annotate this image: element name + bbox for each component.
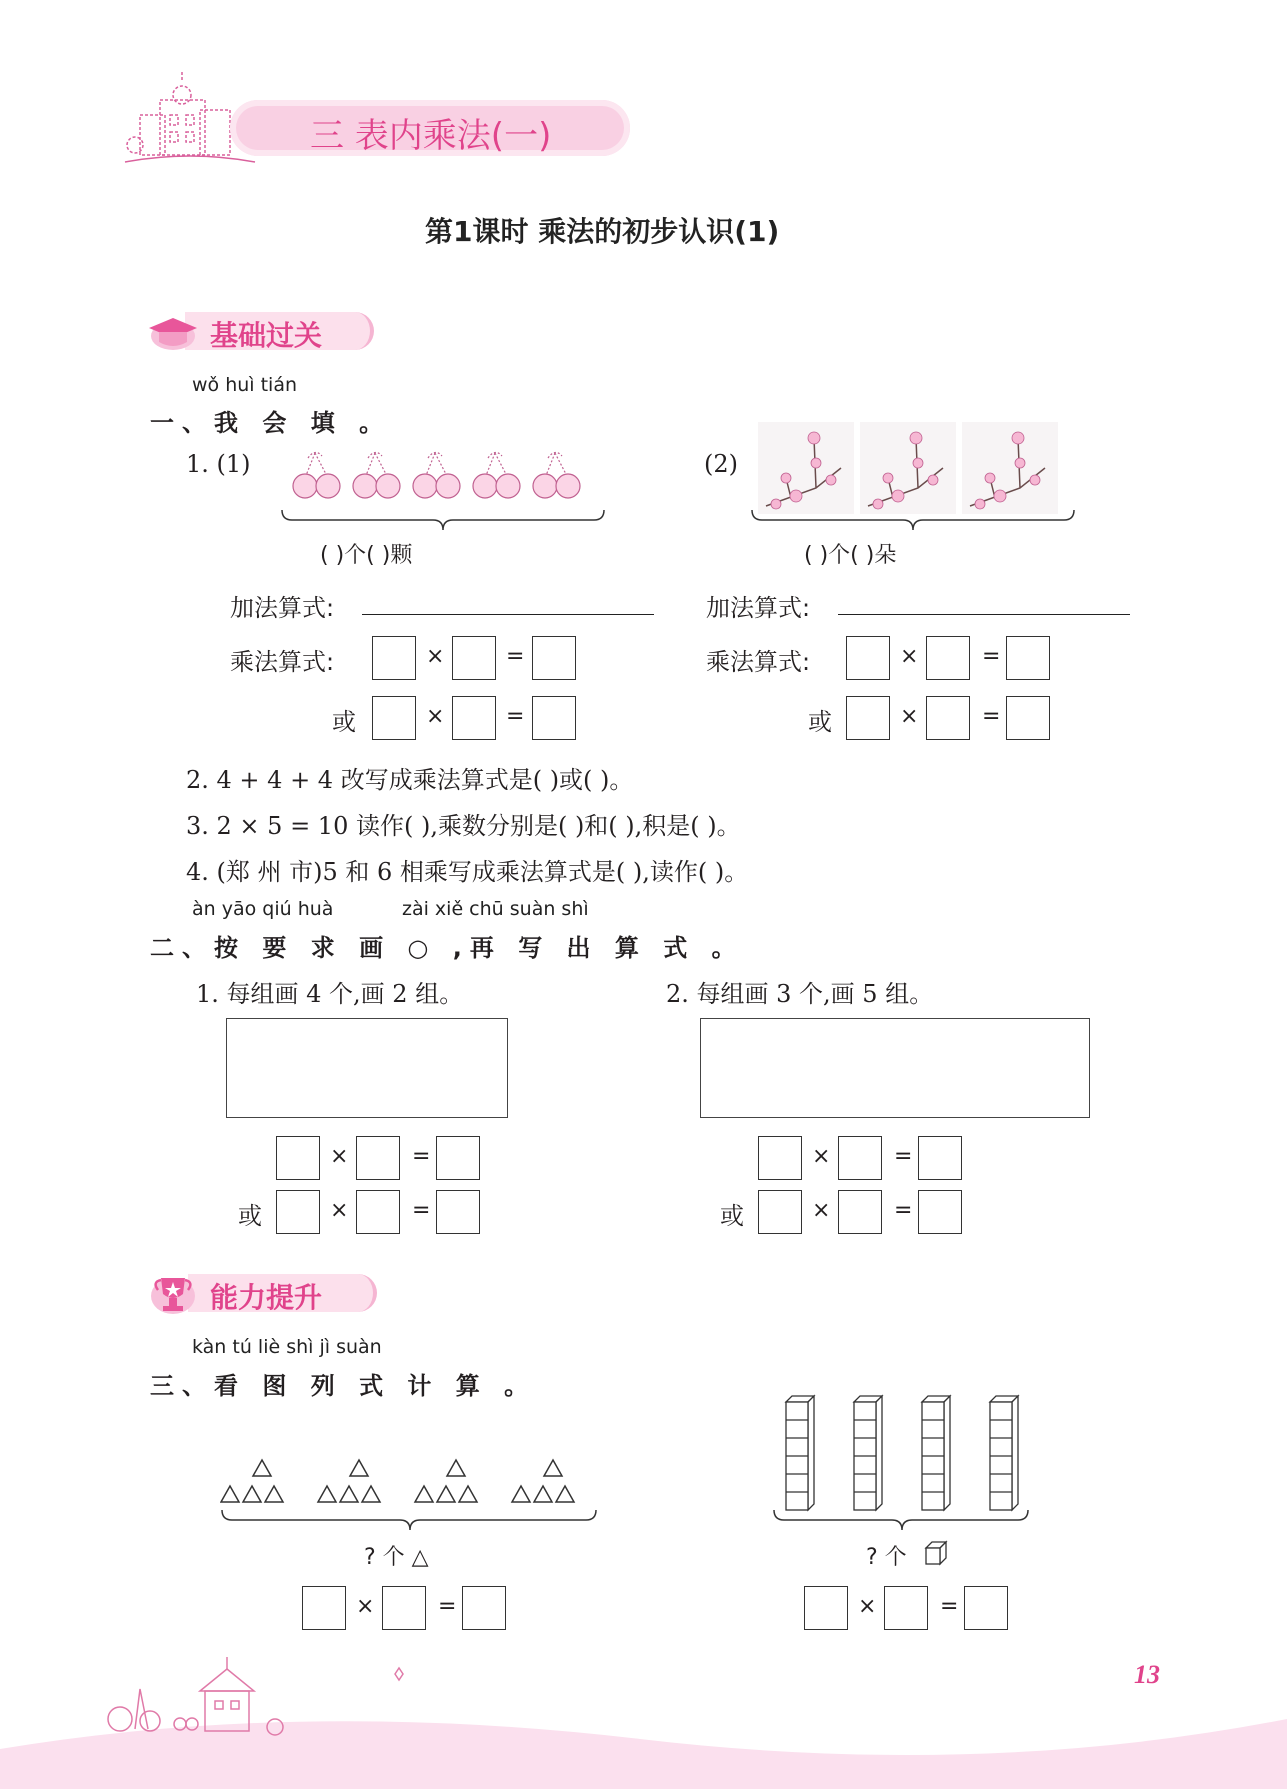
answer-box[interactable] — [436, 1190, 480, 1234]
section-ability — [148, 1268, 378, 1318]
q3-right-caption: ? 个 — [866, 1545, 907, 1570]
brace-4 — [772, 1508, 1032, 1532]
section-basic — [145, 306, 375, 356]
q1-item3: 3. 2 × 5 = 10 读作( ),乘数分别是( )和( ),积是( )。 — [186, 812, 741, 840]
q2-heading: 二、按 要 求 画 ○ ,再 写 出 算 式 。 — [150, 934, 744, 962]
cube-icon — [924, 1540, 950, 1566]
drawing-area-1[interactable] — [226, 1018, 508, 1118]
q2-right-or-label: 或 — [720, 1202, 744, 1230]
answer-box[interactable] — [1006, 696, 1050, 740]
equals-sign: = — [982, 644, 1001, 669]
q1-p2-mul-label: 乘法算式: — [706, 648, 811, 676]
answer-box[interactable] — [356, 1190, 400, 1234]
drawing-area-2[interactable] — [700, 1018, 1090, 1118]
q1-pinyin: wǒ huì tián — [192, 374, 298, 396]
answer-box[interactable] — [462, 1586, 506, 1630]
q1-p2-or-label: 或 — [808, 708, 832, 736]
q1-p1-mul-label: 乘法算式: — [230, 648, 335, 676]
answer-box[interactable] — [532, 636, 576, 680]
trophy-icon — [148, 1270, 198, 1316]
q1-heading: 一、我 会 填 。 — [150, 409, 392, 437]
chapter-title: 三 表内乘法(一) — [310, 116, 552, 156]
q1-p1-add-line[interactable] — [362, 614, 654, 615]
equals-sign: = — [940, 1594, 959, 1619]
answer-box[interactable] — [356, 1136, 400, 1180]
answer-box[interactable] — [838, 1190, 882, 1234]
answer-box[interactable] — [964, 1586, 1008, 1630]
section-basic-label: 基础过关 — [210, 319, 323, 352]
answer-box[interactable] — [372, 696, 416, 740]
answer-box[interactable] — [372, 636, 416, 680]
q3-pinyin: kàn tú liè shì jì suàn — [192, 1336, 382, 1358]
answer-box[interactable] — [846, 696, 890, 740]
chapter-banner — [120, 70, 640, 170]
q2-item1: 1. 每组画 4 个,画 2 组。 — [196, 980, 464, 1008]
flowers-illustration — [756, 418, 1066, 518]
times-sign: × — [330, 1144, 349, 1169]
q3-heading: 三、看 图 列 式 计 算 。 — [150, 1372, 537, 1400]
graduation-cap-icon — [145, 308, 201, 354]
answer-box[interactable] — [918, 1136, 962, 1180]
q1-p2-caption: ( )个( )朵 — [804, 543, 897, 568]
times-sign: × — [812, 1144, 831, 1169]
answer-box[interactable] — [884, 1586, 928, 1630]
times-sign: × — [900, 704, 919, 729]
answer-box[interactable] — [758, 1190, 802, 1234]
brace-1 — [280, 508, 606, 532]
equals-sign: = — [412, 1198, 431, 1223]
footer-wave — [0, 1629, 1287, 1789]
equals-sign: = — [412, 1144, 431, 1169]
cube-columns-illustration — [780, 1394, 1040, 1514]
q1-p1-caption: ( )个( )颗 — [320, 543, 413, 568]
q1-item4: 4. (郑 州 市)5 和 6 相乘写成乘法算式是( ),读作( )。 — [186, 858, 749, 886]
answer-box[interactable] — [1006, 636, 1050, 680]
q1-p1-or-label: 或 — [332, 708, 356, 736]
answer-box[interactable] — [532, 696, 576, 740]
answer-box[interactable] — [926, 636, 970, 680]
q1-p2-add-line[interactable] — [838, 614, 1130, 615]
times-sign: × — [330, 1198, 349, 1223]
times-sign: × — [426, 644, 445, 669]
q1-p2-label: (2) — [704, 450, 738, 478]
equals-sign: = — [438, 1594, 457, 1619]
brace-3 — [220, 1508, 600, 1532]
triangles-illustration — [220, 1454, 600, 1514]
q1-item2: 2. 4 + 4 + 4 改写成乘法算式是( )或( )。 — [186, 766, 634, 794]
equals-sign: = — [982, 704, 1001, 729]
answer-box[interactable] — [804, 1586, 848, 1630]
equals-sign: = — [506, 704, 525, 729]
answer-box[interactable] — [436, 1136, 480, 1180]
section-ability-label: 能力提升 — [210, 1281, 323, 1314]
times-sign: × — [812, 1198, 831, 1223]
answer-box[interactable] — [382, 1586, 426, 1630]
answer-box[interactable] — [758, 1136, 802, 1180]
answer-box[interactable] — [276, 1190, 320, 1234]
answer-box[interactable] — [846, 636, 890, 680]
q2-pinyin-left: àn yāo qiú huà — [192, 898, 334, 920]
equals-sign: = — [894, 1144, 913, 1169]
q3-left-caption: ? 个 △ — [364, 1545, 429, 1570]
page-number: 13 — [1134, 1660, 1160, 1689]
answer-box[interactable] — [452, 636, 496, 680]
lesson-title: 第1课时 乘法的初步认识(1) — [425, 215, 780, 248]
answer-box[interactable] — [926, 696, 970, 740]
times-sign: × — [858, 1594, 877, 1619]
q2-left-or-label: 或 — [238, 1202, 262, 1230]
times-sign: × — [356, 1594, 375, 1619]
q2-item2: 2. 每组画 3 个,画 5 组。 — [666, 980, 934, 1008]
q1-p1-add-label: 加法算式: — [230, 594, 335, 622]
q2-pinyin-right: zài xiě chū suàn shì — [402, 898, 589, 920]
q1-p2-add-label: 加法算式: — [706, 594, 811, 622]
times-sign: × — [426, 704, 445, 729]
times-sign: × — [900, 644, 919, 669]
brace-2 — [750, 508, 1076, 532]
q1-p1-label: 1. (1) — [186, 450, 251, 478]
equals-sign: = — [506, 644, 525, 669]
equals-sign: = — [894, 1198, 913, 1223]
answer-box[interactable] — [302, 1586, 346, 1630]
answer-box[interactable] — [452, 696, 496, 740]
answer-box[interactable] — [838, 1136, 882, 1180]
answer-box[interactable] — [918, 1190, 962, 1234]
answer-box[interactable] — [276, 1136, 320, 1180]
